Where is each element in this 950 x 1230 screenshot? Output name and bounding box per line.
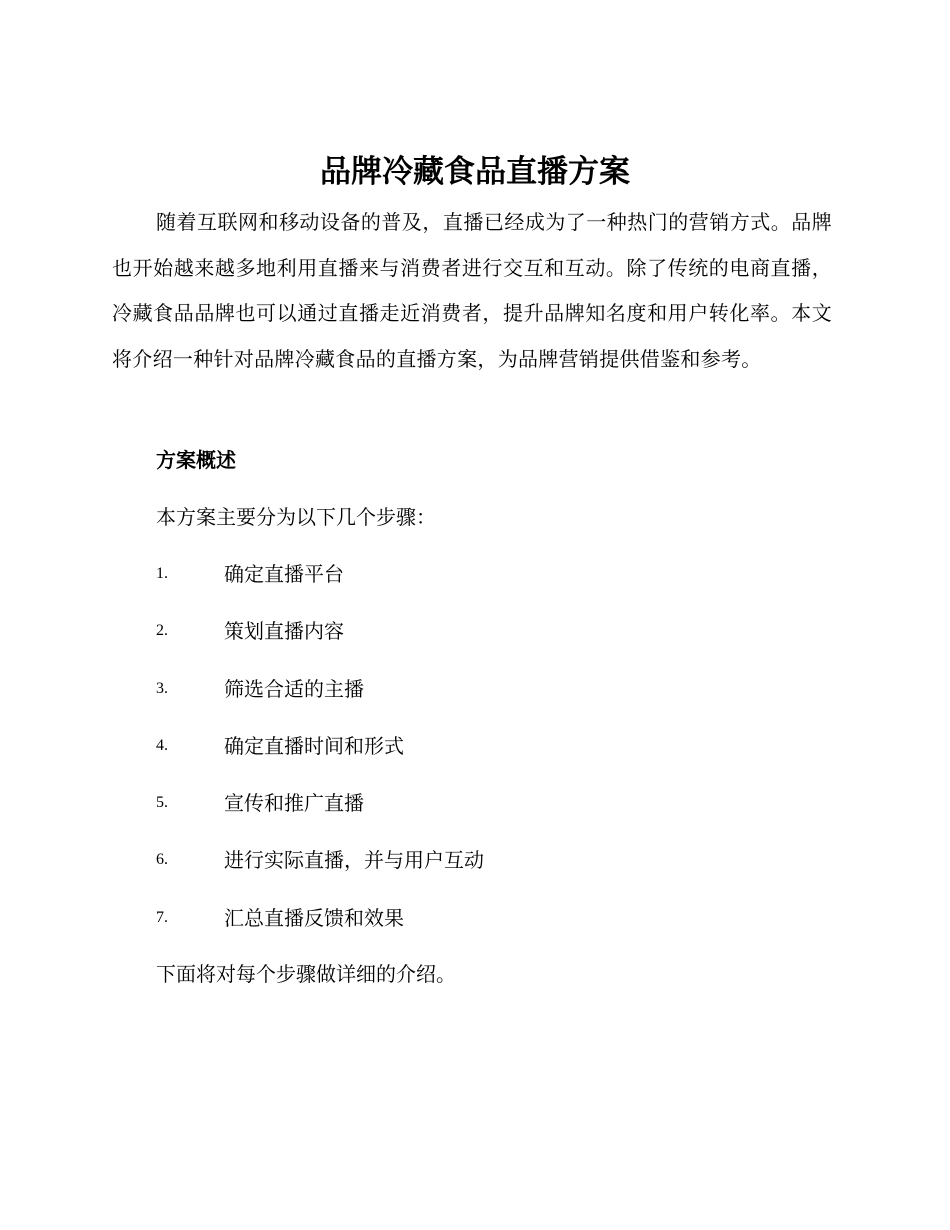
step-text: 筛选合适的主播: [224, 676, 364, 701]
step-number: 6.: [156, 851, 168, 869]
step-item: [156, 615, 484, 672]
step-text: 确定直播平台: [224, 562, 344, 586]
step-text: 确定直播时间和形式: [224, 733, 404, 758]
step-number: 3.: [156, 679, 168, 697]
steps-lead-text: 本方案主要分为以下几个步骤：: [156, 505, 436, 529]
step-text: 进行实际直播，并与用户互动: [224, 848, 484, 873]
step-item: [156, 787, 484, 844]
step-number: 2.: [156, 622, 168, 640]
step-item: [156, 902, 484, 959]
step-item: [156, 730, 484, 787]
intro-paragraph: 随着互联网和移动设备的普及，直播已经成为了一种热门的营销方式。品牌也开始越来越多地利用直播来与消费者进行交互和互动。除了传统的电商直播，冷藏食品品牌也可以通过直播走近消费者，提升品牌知名度和用户转化率。本文将介绍一种针对品牌冷藏食品的直播方案，为品牌营销提供借鉴和参考。: [112, 210, 832, 371]
step-item: [156, 558, 484, 615]
step-item: [156, 673, 484, 730]
steps-list: [156, 558, 484, 959]
document-title: 品牌冷藏食品直播方案: [320, 154, 630, 190]
section-heading: 方案概述: [156, 448, 236, 472]
step-text: 宣传和推广直播: [224, 791, 364, 816]
step-text: 策划直播内容: [224, 619, 344, 644]
step-number: 7.: [156, 908, 168, 926]
step-number: 5.: [156, 794, 168, 812]
step-number: 1.: [156, 565, 168, 582]
step-item: [156, 844, 484, 901]
closing-text: 下面将对每个步骤做详细的介绍。: [156, 962, 456, 986]
step-number: 4.: [156, 736, 168, 754]
step-text: 汇总直播反馈和效果: [224, 905, 404, 930]
